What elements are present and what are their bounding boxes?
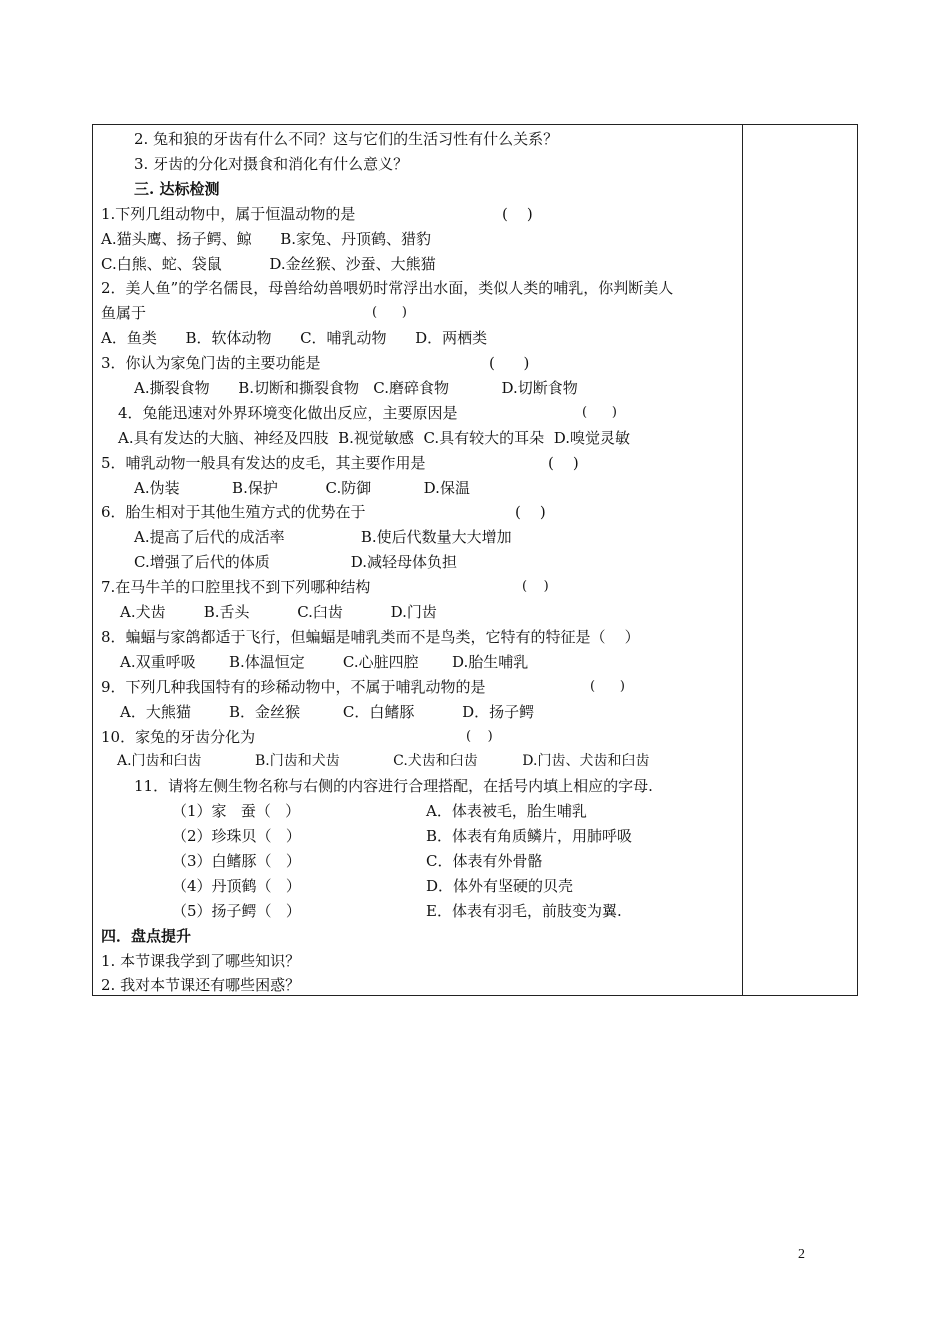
page-number: 2 <box>798 1247 805 1262</box>
answer-paren: ( ) <box>466 729 493 744</box>
item-text: C.增强了后代的体质 D.减轻母体负担 <box>134 553 458 571</box>
answer-paren: ( ) <box>502 205 533 223</box>
item-text: 8．蝙蝠与家鸽都适于飞行，但蝙蝠是哺乳类而不是鸟类，它特有的特征是（ ） <box>101 628 640 646</box>
answer-paren: ( ) <box>548 454 579 472</box>
item-text: 10．家兔的牙齿分化为 <box>101 728 256 746</box>
section-3-title: 三. 达标检测 <box>134 180 220 198</box>
item-text: 3．你认为家兔门齿的主要功能是 <box>101 354 321 372</box>
reflection-item: 2. 我对本节课还有哪些困惑？ <box>101 976 301 994</box>
question-2: 2. 兔和狼的牙齿有什么不同？这与它们的生活习性有什么关系？ <box>134 130 559 148</box>
match-left-item: （4）丹顶鹤（ ） <box>172 877 301 895</box>
match-left-item: （3）白鳍豚（ ） <box>172 852 301 870</box>
item-text: 9．下列几种我国特有的珍稀动物中，不属于哺乳动物的是 <box>101 678 486 696</box>
answer-paren: ( ) <box>522 579 549 594</box>
match-left-item: （5）扬子鳄（ ） <box>172 902 301 920</box>
match-right-item: E．体表有羽毛，前肢变为翼. <box>426 902 622 920</box>
item-text: A.犬齿 B.舌头 C.臼齿 D.门齿 <box>120 603 437 621</box>
item-text: 7.在马牛羊的口腔里找不到下列哪种结构 <box>101 578 371 596</box>
answer-paren: ( ) <box>489 354 530 372</box>
match-right-item: D．体外有坚硬的贝壳 <box>426 877 574 895</box>
match-left-item: （2）珍珠贝（ ） <box>172 827 301 845</box>
item-text: A．鱼类 B．软体动物 C．哺乳动物 D．两栖类 <box>101 329 488 347</box>
match-right-item: A．体表被毛，胎生哺乳 <box>426 802 587 820</box>
item-text: A.提高了后代的成活率 B.使后代数量大大增加 <box>134 528 512 546</box>
match-right-item: C．体表有外骨骼 <box>426 852 543 870</box>
reflection-item: 1. 本节课我学到了哪些知识？ <box>101 952 301 970</box>
item-text: 11．请将左侧生物名称与右侧的内容进行合理搭配，在括号内填上相应的字母. <box>134 777 653 795</box>
question-3: 3. 牙齿的分化对摄食和消化有什么意义？ <box>134 155 409 173</box>
item-text: A.具有发达的大脑、神经及四肢 B.视觉敏感 C.具有较大的耳朵 D.嗅觉灵敏 <box>118 429 630 447</box>
item-text: 2．美人鱼”的学名儒艮，母兽给幼兽喂奶时常浮出水面，类似人类的哺乳，你判断美人 <box>101 279 674 297</box>
item-text: A.猫头鹰、扬子鳄、鲸 B.家兔、丹顶鹤、猎豹 <box>101 230 432 248</box>
item-text: 鱼属于 <box>101 304 147 322</box>
section-4-title: 四．盘点提升 <box>101 927 192 945</box>
item-text: A.伪装 B.保护 C.防御 D.保温 <box>134 479 470 497</box>
item-text: 6．胎生相对于其他生殖方式的优势在于 <box>101 503 366 521</box>
item-text: 4．兔能迅速对外界环境变化做出反应，主要原因是 <box>118 404 458 422</box>
match-right-item: B．体表有角质鳞片，用肺呼吸 <box>426 827 633 845</box>
item-text: 5．哺乳动物一般具有发达的皮毛，其主要作用是 <box>101 454 426 472</box>
match-left-item: （1）家 蚕（ ） <box>172 802 301 820</box>
item-text: A.撕裂食物 B.切断和撕裂食物 C.磨碎食物 D.切断食物 <box>134 379 578 397</box>
answer-paren: ( ) <box>372 305 407 320</box>
answer-paren: ( ) <box>582 405 617 420</box>
item-text: A．大熊猫 B．金丝猴 C．白鳍豚 D．扬子鳄 <box>120 703 535 721</box>
item-text: A.门齿和臼齿 B.门齿和犬齿 C.犬齿和臼齿 D.门齿、犬齿和臼齿 <box>117 753 650 769</box>
item-text: A.双重呼吸 B.体温恒定 C.心脏四腔 D.胎生哺乳 <box>120 653 529 671</box>
notes-column-divider <box>742 124 743 996</box>
item-text: 1.下列几组动物中，属于恒温动物的是 <box>101 205 356 223</box>
answer-paren: ( ) <box>515 503 546 521</box>
item-text: C.白熊、蛇、袋鼠 D.金丝猴、沙蚕、大熊猫 <box>101 255 436 273</box>
answer-paren: ( ) <box>590 679 625 694</box>
